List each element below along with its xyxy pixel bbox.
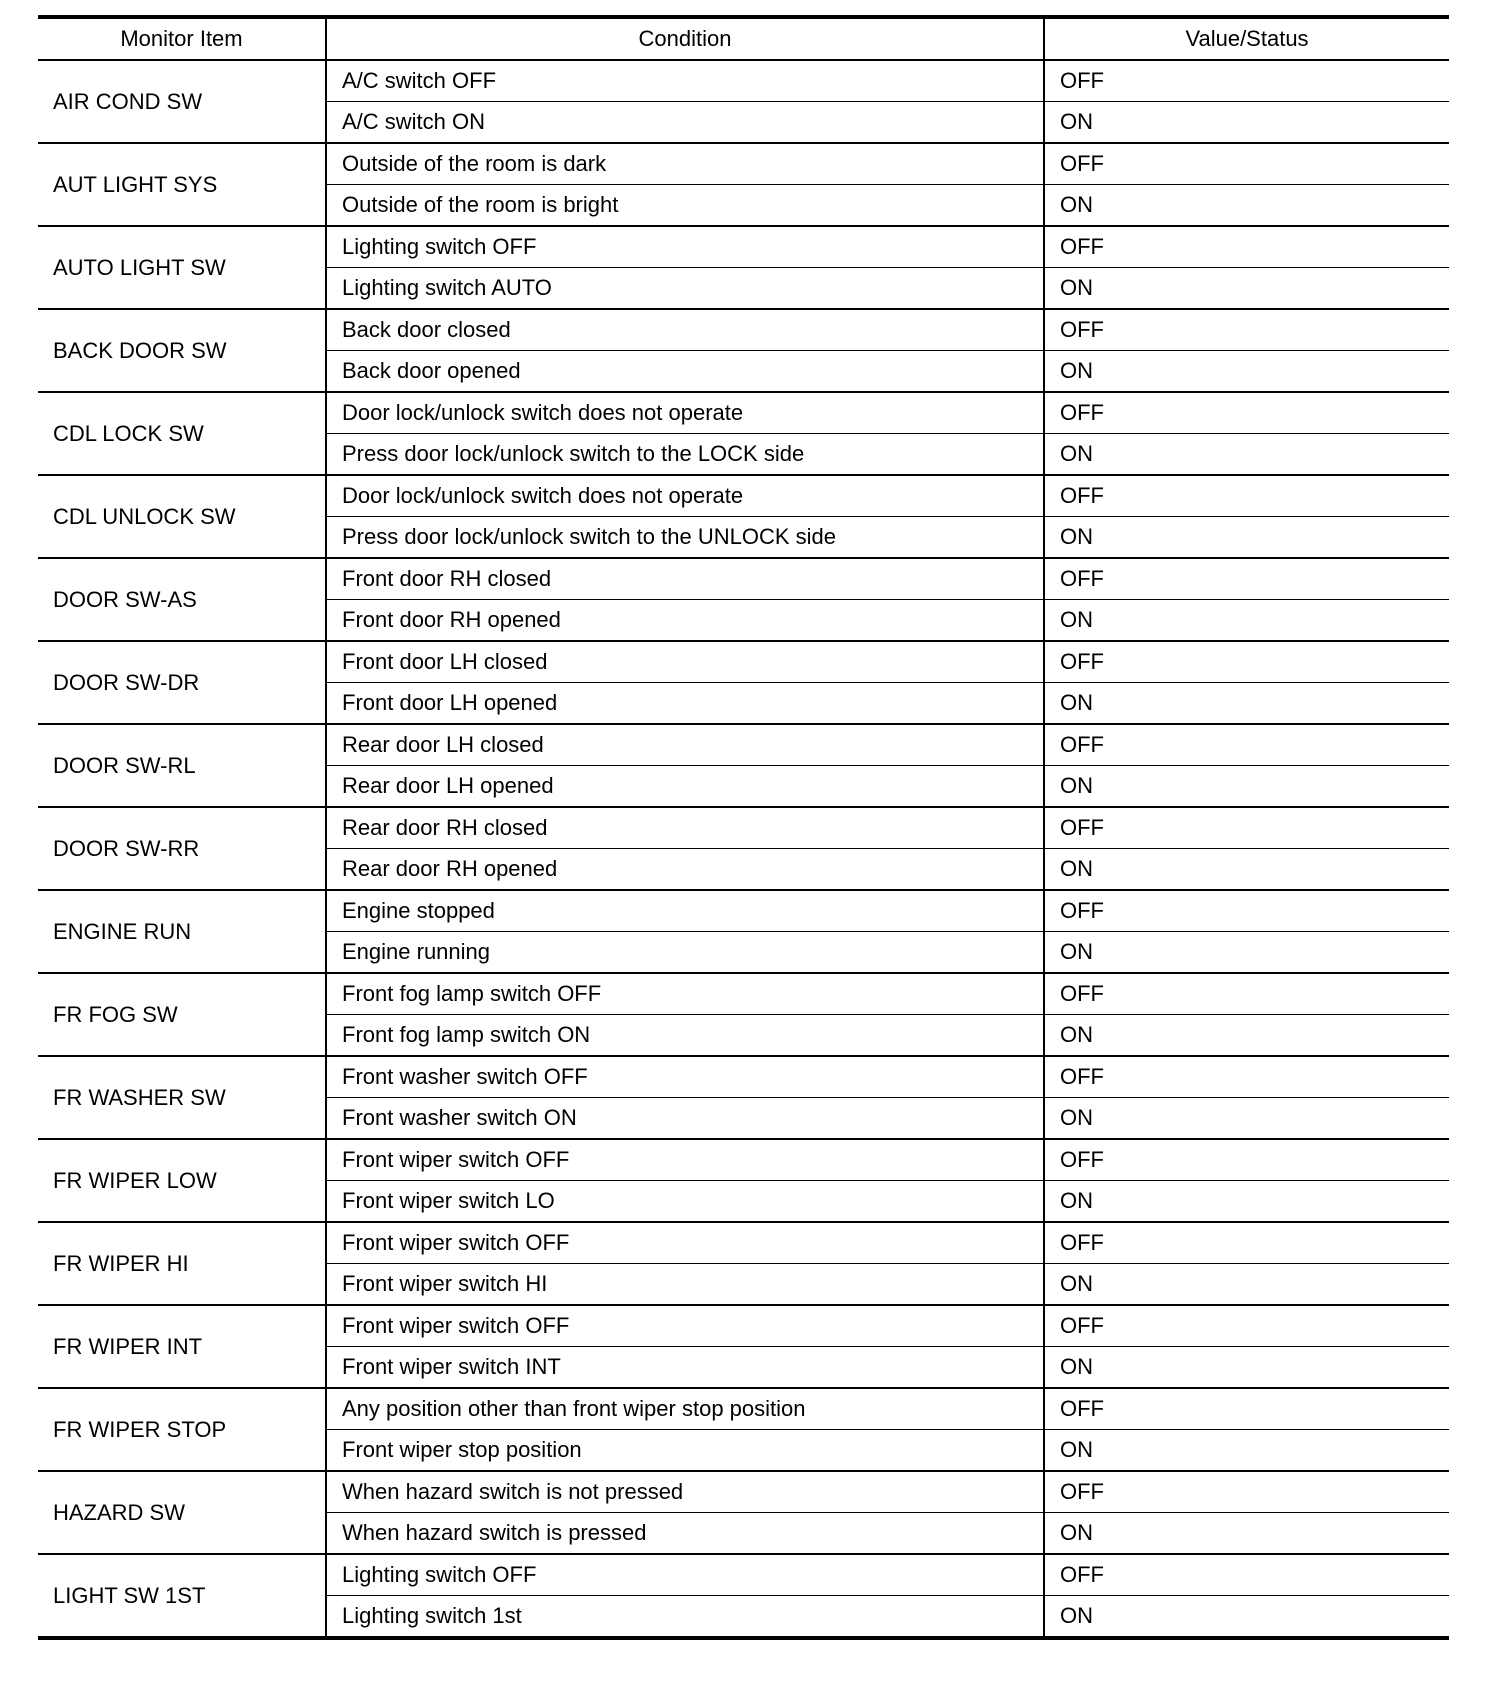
- value-status-cell: OFF: [1044, 309, 1449, 351]
- table-row: [38, 392, 1449, 434]
- value-status-cell: OFF: [1044, 1305, 1449, 1347]
- table-header-row: [38, 17, 1449, 60]
- table-row: [38, 60, 1449, 102]
- condition-cell: Lighting switch 1st: [326, 1596, 1044, 1639]
- monitor-item-cell: FR WIPER LOW: [38, 1139, 326, 1222]
- value-status-cell: ON: [1044, 683, 1449, 725]
- value-status-cell: ON: [1044, 268, 1449, 310]
- value-status-cell: ON: [1044, 1596, 1449, 1639]
- value-status-cell: ON: [1044, 932, 1449, 974]
- value-status-cell: ON: [1044, 1181, 1449, 1223]
- condition-cell: When hazard switch is not pressed: [326, 1471, 1044, 1513]
- monitor-item-table: [38, 15, 1449, 1640]
- monitor-item-cell: HAZARD SW: [38, 1471, 326, 1554]
- condition-cell: Front wiper stop position: [326, 1430, 1044, 1472]
- monitor-item-cell: CDL LOCK SW: [38, 392, 326, 475]
- table-body: [38, 60, 1449, 1638]
- condition-cell: Back door opened: [326, 351, 1044, 393]
- table-row: [38, 1554, 1449, 1596]
- condition-cell: Outside of the room is dark: [326, 143, 1044, 185]
- condition-cell: Door lock/unlock switch does not operate: [326, 392, 1044, 434]
- table-row: [38, 807, 1449, 849]
- value-status-cell: ON: [1044, 185, 1449, 227]
- value-status-cell: OFF: [1044, 392, 1449, 434]
- value-status-cell: OFF: [1044, 1471, 1449, 1513]
- monitor-item-cell: FR WIPER STOP: [38, 1388, 326, 1471]
- condition-cell: Rear door LH closed: [326, 724, 1044, 766]
- condition-cell: Rear door LH opened: [326, 766, 1044, 808]
- value-status-cell: OFF: [1044, 1139, 1449, 1181]
- monitor-item-cell: LIGHT SW 1ST: [53, 1582, 206, 1608]
- value-status-cell: ON: [1044, 434, 1449, 476]
- monitor-item-cell: AUT LIGHT SYS: [38, 143, 326, 226]
- table-row: [38, 475, 1449, 517]
- value-status-cell: ON: [1044, 1347, 1449, 1389]
- value-status-cell: OFF: [1044, 890, 1449, 932]
- value-status-cell: OFF: [1044, 60, 1449, 102]
- value-status-cell: OFF: [1044, 558, 1449, 600]
- condition-cell: Front wiper switch OFF: [326, 1139, 1044, 1181]
- monitor-item-cell: DOOR SW-RR: [38, 807, 326, 890]
- value-status-cell: OFF: [1044, 1222, 1449, 1264]
- condition-cell: Back door closed: [326, 309, 1044, 351]
- condition-cell: Front wiper switch LO: [326, 1181, 1044, 1223]
- condition-cell: Lighting switch OFF: [326, 1554, 1044, 1596]
- monitor-item-cell: ENGINE RUN: [38, 890, 326, 973]
- condition-cell: Outside of the room is bright: [326, 185, 1044, 227]
- condition-cell: Front wiper switch INT: [326, 1347, 1044, 1389]
- condition-cell: Press door lock/unlock switch to the LOCK side: [326, 434, 1044, 476]
- condition-cell: Front wiper switch HI: [326, 1264, 1044, 1306]
- table-row: [38, 1388, 1449, 1430]
- value-status-cell: ON: [1044, 351, 1449, 393]
- monitor-item-cell: DOOR SW-AS: [38, 558, 326, 641]
- condition-cell: Front fog lamp switch OFF: [326, 973, 1044, 1015]
- header-value-status: Value/Status: [1044, 17, 1449, 60]
- condition-cell: Front door LH opened: [326, 683, 1044, 725]
- value-status-cell: OFF: [1044, 143, 1449, 185]
- monitor-item-cell: FR WASHER SW: [38, 1056, 326, 1139]
- table-row: [38, 1305, 1449, 1347]
- table-row: [38, 890, 1449, 932]
- value-status-cell: OFF: [1044, 973, 1449, 1015]
- value-status-cell: ON: [1044, 1430, 1449, 1472]
- monitor-item-cell: FR WIPER INT: [38, 1305, 326, 1388]
- value-status-cell: OFF: [1044, 1056, 1449, 1098]
- condition-cell: Front door RH opened: [326, 600, 1044, 642]
- value-status-cell: ON: [1044, 1264, 1449, 1306]
- monitor-item-cell: DOOR SW-RL: [38, 724, 326, 807]
- condition-cell: A/C switch OFF: [326, 60, 1044, 102]
- monitor-item-cell: CDL UNLOCK SW: [38, 475, 326, 558]
- condition-cell: Front washer switch OFF: [326, 1056, 1044, 1098]
- value-status-cell: ON: [1044, 766, 1449, 808]
- table-row: [38, 1056, 1449, 1098]
- value-status-cell: ON: [1044, 1098, 1449, 1140]
- value-status-cell: OFF: [1044, 1388, 1449, 1430]
- value-status-cell: OFF: [1044, 1554, 1449, 1596]
- condition-cell: Engine running: [326, 932, 1044, 974]
- table-row: [38, 226, 1449, 268]
- value-status-cell: OFF: [1044, 807, 1449, 849]
- table-row: [38, 1222, 1449, 1264]
- condition-cell: Any position other than front wiper stop position: [326, 1388, 1044, 1430]
- condition-cell: Front door RH closed: [326, 558, 1044, 600]
- condition-cell: Front door LH closed: [326, 641, 1044, 683]
- monitor-item-cell: FR FOG SW: [38, 973, 326, 1056]
- monitor-item-cell: DOOR SW-DR: [38, 641, 326, 724]
- value-status-cell: ON: [1044, 1513, 1449, 1555]
- table-row: [38, 1139, 1449, 1181]
- condition-cell: Engine stopped: [326, 890, 1044, 932]
- condition-cell: Front wiper switch OFF: [326, 1305, 1044, 1347]
- value-status-cell: OFF: [1044, 475, 1449, 517]
- value-status-cell: ON: [1044, 849, 1449, 891]
- condition-cell: Front fog lamp switch ON: [326, 1015, 1044, 1057]
- table-row: [38, 641, 1449, 683]
- value-status-cell: OFF: [1044, 641, 1449, 683]
- table-row: [38, 143, 1449, 185]
- value-status-cell: ON: [1044, 600, 1449, 642]
- condition-cell: Lighting switch OFF: [326, 226, 1044, 268]
- condition-cell: Lighting switch AUTO: [326, 268, 1044, 310]
- header-monitor-item: Monitor Item: [38, 17, 326, 60]
- value-status-cell: ON: [1044, 102, 1449, 144]
- monitor-item-cell: AUTO LIGHT SW: [38, 226, 326, 309]
- condition-cell: When hazard switch is pressed: [326, 1513, 1044, 1555]
- table-row: [38, 973, 1449, 1015]
- condition-cell: Front washer switch ON: [326, 1098, 1044, 1140]
- monitor-item-cell: BACK DOOR SW: [38, 309, 326, 392]
- value-status-cell: OFF: [1044, 724, 1449, 766]
- table-row: [38, 724, 1449, 766]
- condition-cell: Front wiper switch OFF: [326, 1222, 1044, 1264]
- table-row: [38, 1471, 1449, 1513]
- condition-cell: Rear door RH closed: [326, 807, 1044, 849]
- value-status-cell: ON: [1044, 1015, 1449, 1057]
- condition-cell: Press door lock/unlock switch to the UNLOCK side: [326, 517, 1044, 559]
- value-status-cell: OFF: [1044, 226, 1449, 268]
- condition-cell: A/C switch ON: [326, 102, 1044, 144]
- monitor-item-cell: AIR COND SW: [38, 60, 326, 143]
- condition-cell: Rear door RH opened: [326, 849, 1044, 891]
- table-row: [38, 309, 1449, 351]
- condition-cell: Door lock/unlock switch does not operate: [326, 475, 1044, 517]
- table-row: [38, 558, 1449, 600]
- value-status-cell: ON: [1044, 517, 1449, 559]
- header-condition: Condition: [326, 17, 1044, 60]
- monitor-item-cell: FR WIPER HI: [38, 1222, 326, 1305]
